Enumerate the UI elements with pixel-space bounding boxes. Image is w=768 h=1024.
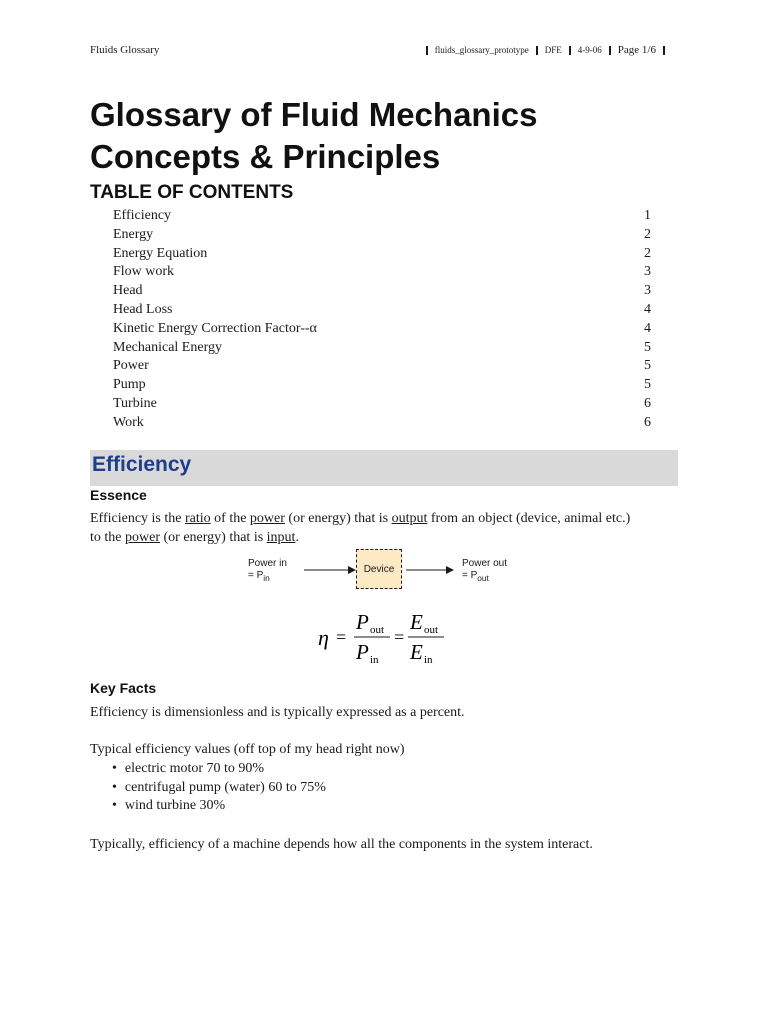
header-date: 4-9-06 — [577, 45, 602, 55]
term-link-output[interactable]: output — [391, 511, 428, 526]
toc-item[interactable] — [113, 357, 651, 376]
toc-item-page: 1 — [644, 208, 651, 223]
fact-paragraph: Efficiency is dimensionless and is typically expressed as a percent. — [90, 705, 465, 720]
key-facts-heading: Key Facts — [90, 680, 157, 696]
toc-item[interactable] — [113, 339, 651, 358]
text-run: of the — [210, 511, 250, 526]
essence-paragraph — [90, 509, 690, 547]
toc-item-label: Head — [113, 283, 143, 299]
toc-item-label: Power — [113, 358, 149, 374]
toc-item[interactable] — [113, 414, 651, 433]
toc-item-page: 6 — [644, 414, 651, 430]
toc-item[interactable] — [113, 245, 651, 264]
fact-paragraph: Typical efficiency values (off top of my head right now) — [90, 742, 405, 757]
running-header-title: Fluids Glossary — [90, 44, 160, 56]
toc-item-label: Efficiency — [113, 208, 172, 223]
numerator-sub-out: out — [370, 624, 385, 636]
term-link-power[interactable]: power — [125, 530, 160, 545]
numerator-E: E — [410, 610, 423, 634]
toc-item-page: 2 — [644, 226, 651, 242]
section-title: Efficiency — [92, 453, 192, 476]
numerator-sub-out: out — [424, 624, 439, 636]
power-in-eq: = P — [248, 570, 264, 581]
denominator-E: E — [410, 640, 423, 664]
separator-bar — [426, 46, 428, 55]
power-in-text: Power in — [248, 558, 287, 569]
device-box: Device — [356, 549, 402, 589]
toc-item[interactable] — [113, 226, 651, 245]
numerator-P: P — [356, 610, 369, 634]
efficiency-values-list — [112, 760, 326, 816]
arrow-out-icon — [402, 560, 458, 580]
equals-sign: = — [336, 627, 347, 647]
toc-item-page: 4 — [644, 320, 651, 336]
text-run: (or energy) that is — [284, 511, 392, 526]
toc-item-label: Flow work — [113, 264, 175, 280]
separator-bar — [663, 46, 665, 55]
toc-item[interactable] — [113, 263, 651, 282]
toc-item-page: 6 — [644, 395, 651, 411]
power-out-sub: out — [477, 573, 489, 583]
list-item: • electric motor 70 to 90% — [112, 760, 326, 779]
list-item: • centrifugal pump (water) 60 to 75% — [112, 779, 326, 798]
text-run: . — [295, 530, 299, 545]
toc-heading: TABLE OF CONTENTS — [90, 182, 294, 203]
toc-item-label: Mechanical Energy — [113, 339, 222, 355]
toc-item-page: 4 — [644, 301, 651, 317]
toc-item-label: Kinetic Energy Correction Factor--α — [113, 320, 317, 336]
power-in-label — [248, 558, 287, 584]
table-of-contents — [113, 207, 651, 433]
separator-bar — [609, 46, 611, 55]
header-page: Page 1/6 — [617, 44, 656, 56]
toc-item-page: 5 — [644, 377, 651, 393]
toc-item-page: 3 — [644, 264, 651, 280]
toc-item[interactable] — [113, 207, 651, 226]
toc-item-page: 3 — [644, 283, 651, 299]
essence-heading: Essence — [90, 487, 147, 503]
denominator-P: P — [356, 640, 369, 664]
toc-item-page: 5 — [644, 358, 651, 374]
power-out-text: Power out — [462, 558, 508, 569]
fact-paragraph: Typically, efficiency of a machine depends how all the components in the system interact. — [90, 837, 593, 852]
toc-item-label: Head Loss — [113, 301, 173, 317]
efficiency-equation — [310, 605, 450, 669]
power-out-eq: = P — [462, 570, 478, 581]
toc-item-page: 2 — [644, 245, 651, 261]
term-link-power[interactable]: power — [249, 511, 285, 526]
toc-item-label: Work — [113, 414, 144, 430]
header-author: DFE — [544, 45, 562, 55]
eta-symbol: η — [318, 625, 329, 650]
text-run: (or energy) that is — [160, 530, 267, 545]
separator-bar — [569, 46, 571, 55]
separator-bar — [536, 46, 538, 55]
header-file: fluids_glossary_prototype — [434, 45, 529, 55]
running-header-meta — [419, 44, 672, 56]
text-run: to the — [90, 530, 125, 545]
term-link-input[interactable]: input — [266, 530, 296, 545]
toc-item[interactable] — [113, 395, 651, 414]
toc-item-label: Pump — [113, 377, 146, 393]
toc-item[interactable] — [113, 301, 651, 320]
text-run: from an object (device, animal etc.) — [427, 511, 631, 526]
text-run: Efficiency is the — [90, 511, 185, 526]
term-link-ratio[interactable]: ratio — [185, 511, 211, 526]
power-out-label — [462, 558, 507, 584]
toc-item[interactable] — [113, 376, 651, 395]
list-item: • wind turbine 30% — [112, 797, 326, 816]
toc-item-label: Energy Equation — [113, 245, 208, 261]
toc-item-label: Energy — [113, 226, 154, 242]
arrow-in-icon — [300, 560, 360, 580]
denominator-sub-in: in — [370, 654, 379, 666]
power-in-sub: in — [263, 573, 270, 583]
title-line-2: Concepts & Principles — [90, 138, 441, 175]
document-title — [90, 94, 537, 178]
toc-item[interactable] — [113, 282, 651, 301]
title-line-1: Glossary of Fluid Mechanics — [90, 96, 538, 133]
toc-item-page: 5 — [644, 339, 651, 355]
toc-item-label: Turbine — [113, 395, 157, 411]
toc-item[interactable] — [113, 320, 651, 339]
denominator-sub-in: in — [424, 654, 433, 666]
equals-sign: = — [394, 627, 405, 647]
